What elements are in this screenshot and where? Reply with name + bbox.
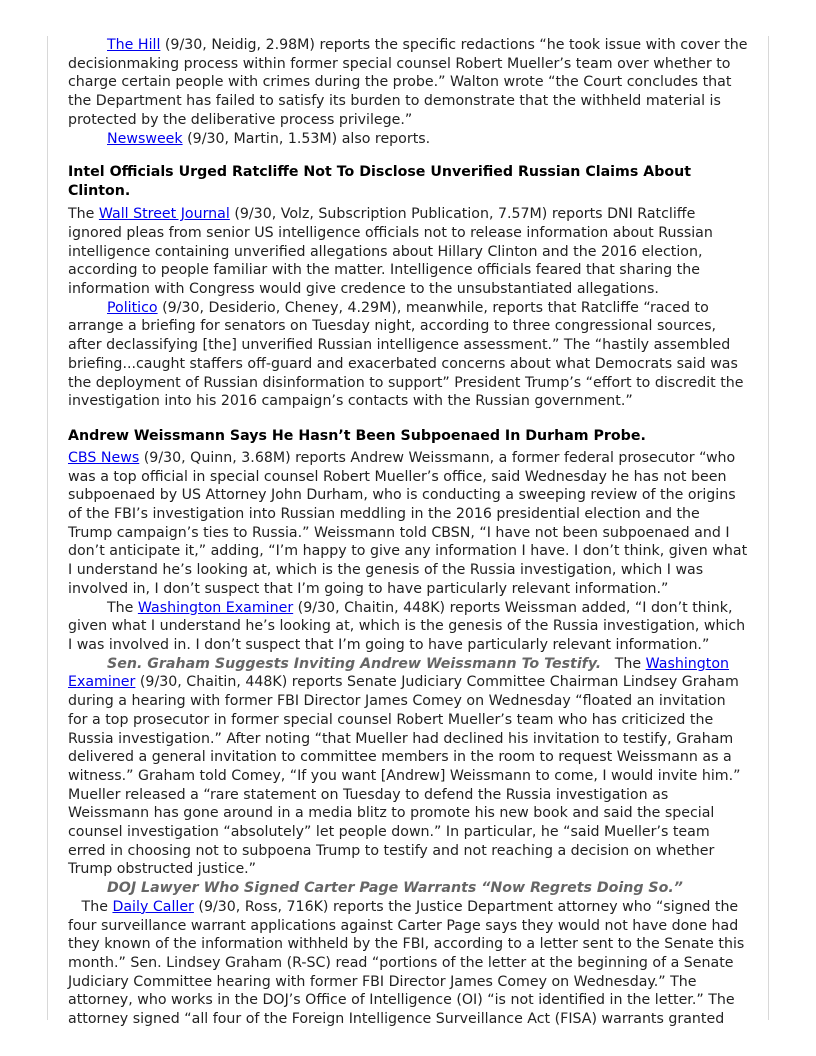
left-margin-rule [47,36,48,1020]
source-link-the-hill[interactable]: The Hill [107,37,161,53]
article-paragraph [68,449,748,599]
paragraph-text: (9/30, Desiderio, Cheney, 4.29M), meanwhile, reports that Ratcliffe “raced to arrange a briefing for senators on Tuesday night, according to three congressional sources, after declassifying [the] unverified Russian intelligence assessment.” The “hastily assembled briefing...caught staffers off-guard and exacerbated concerns about what Democrats said was the deployment of Russian disinformation to support” President Trump’s “effort to discredit the investigation into his 2016 campaign’s contacts with the Russian government.” [68,299,744,410]
inline-subheading: Sen. Graham Suggests Inviting Andrew Weissmann To Testify. [107,655,602,672]
section-heading: Andrew Weissmann Says He Hasn’t Been Subpoenaed In Durham Probe. [68,427,646,444]
paragraph-text: (9/30, Ross, 716K) reports the Justice Department attorney who “signed the four surveillance warrant applications against Carter Page says they would not have done had they known of the information withheld by the FBI, according to a letter sent to the Senate this month.” Sen. Lindsey Graham (R-SC) read “portions of the letter at the beginning of a Senate Judiciary Committee hearing with former FBI Director James Comey on Wednesday.” The attorney, who works in the DOJ’s Office of Intelligence (OI) “is not identified in the letter.” The attorney signed “all four of the Foreign Intelligence Surveillance Act (FISA) warrants granted [68,898,745,1028]
paragraph-lead: The [68,898,113,915]
paragraph-text: (9/30, Chaitin, 448K) reports Weissman added, “I don’t think, given what I understand he’s looking at, which is the genesis of the Russia investigation, which I was involved in. I don’t suspect that I’m going to have particularly relevant information.” [68,599,746,653]
article-paragraph [68,36,748,130]
paragraph-lead: The [601,655,646,672]
source-link-cbs-news[interactable]: CBS News [68,449,140,466]
source-link-washington-examiner[interactable]: Washington Examiner [137,599,294,616]
document-page [68,36,748,1029]
section-heading: Intel Officials Urged Ratcliffe Not To Disclose Unverified Russian Claims About Clinton. [68,164,691,200]
article-paragraph [68,879,748,1029]
paragraph-text: (9/30, Martin, 1.53M) also reports. [182,130,431,147]
article-paragraph [68,205,748,299]
article-paragraph [68,655,748,879]
source-link-politico[interactable]: Politico [107,299,158,316]
source-link-newsweek[interactable]: Newsweek [107,130,183,147]
source-link-wall-street-journal[interactable]: Wall Street Journal [98,206,230,223]
inline-subheading: DOJ Lawyer Who Signed Carter Page Warrants “Now Regrets Doing So.” [107,880,683,897]
paragraph-text: (9/30, Neidig, 2.98M) reports the specific redactions “he took issue with cover the decisionmaking process within former special counsel Robert Mueller’s team over whether to charge certain people with crimes during the probe.” Walton wrote “the Court concludes that the Department has failed to satisfy its burden to demonstrate that the withheld material is protected by the deliberative process privilege.” [68,37,748,128]
paragraph-lead: The [68,206,99,223]
paragraph-text: (9/30, Volz, Subscription Publication, 7.57M) reports DNI Ratcliffe ignored pleas from senior US intelligence officials not to release information about Russian intelligence containing unverified allegations about Hillary Clinton and the 2016 election, according to people familiar with the matter. Intelligence officials feared that sharing the information with Congress would give credence to the unsubstantiated allegations. [68,206,713,298]
paragraph-text: (9/30, Chaitin, 448K) reports Senate Judiciary Committee Chairman Lindsey Graham during a hearing with former FBI Director James Comey on Wednesday “floated an invitation for a top prosecutor in former special counsel Robert Mueller’s team who has criticized the Russia investigation.” After noting “that Mueller had declined his invitation to testify, Graham delivered a general invitation to committee members in the room to request Weissmann as a witness.” Graham told Comey, “If you want [Andrew] Weissmann to come, I would invite him.” Mueller released a “rare statement on Tuesday to defend the Russia investigation as Weissmann has gone around in a media blitz to promote his new book and said the special counsel investigation “absolutely” let people down.” In particular, he “said Mueller’s team erred in choosing not to subpoena Trump to testify and not reaching a decision on whether Trump obstructed justice.” [68,674,741,878]
paragraph-lead: The [107,599,138,616]
source-link-daily-caller[interactable]: Daily Caller [112,898,194,915]
source-link-washington-examiner[interactable]: Washington Examiner [68,655,730,691]
article-paragraph [68,299,748,411]
right-margin-rule [768,36,769,1020]
paragraph-text: (9/30, Quinn, 3.68M) reports Andrew Weissmann, a former federal prosecutor “who was a top official in special counsel Robert Mueller’s office, said Wednesday he has not been subpoenaed by US Attorney John Durham, who is conducting a sweeping review of the origins of the FBI’s investigation into Russian meddling in the 2016 presidential election and the Trump campaign’s ties to Russia.” Weissmann told CBSN, “I have not been subpoenaed and I don’t anticipate it,” adding, “I’m happy to give any information I have. I don’t think, given what I understand he’s looking at, which is the genesis of the Russia investigation, which I was involved in, I don’t suspect that I’m going to have particularly relevant information.” [68,449,748,597]
article-paragraph [68,599,748,655]
article-paragraph [68,130,748,149]
